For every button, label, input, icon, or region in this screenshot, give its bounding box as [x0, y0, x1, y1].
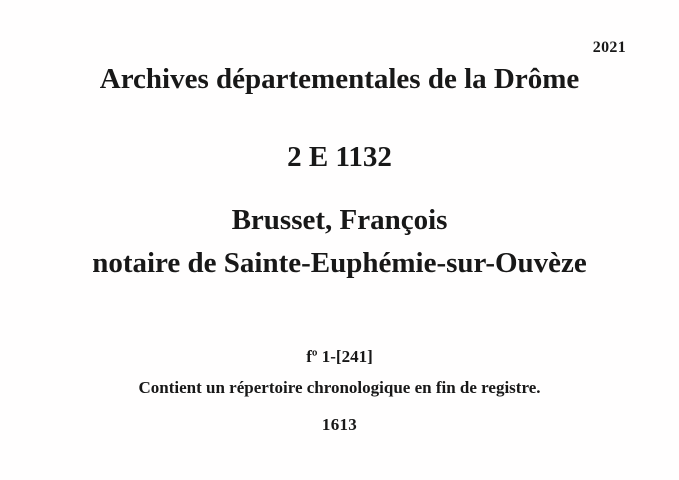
publication-year: 2021 — [592, 39, 626, 56]
document-year: 1613 — [321, 415, 358, 434]
institution-title: Archives départementales de la Drôme — [99, 63, 580, 95]
content-note: Contient un répertoire chronologique en fin de registre. — [138, 378, 541, 397]
notary-title: notaire de Sainte-Euphémie-sur-Ouvèze — [92, 247, 587, 279]
notary-heading — [0, 199, 679, 285]
archive-reference-code: 2 E 1132 — [287, 141, 392, 173]
folio-range: fº 1-[241] — [306, 347, 373, 366]
notary-name: Brusset, François — [231, 204, 448, 236]
